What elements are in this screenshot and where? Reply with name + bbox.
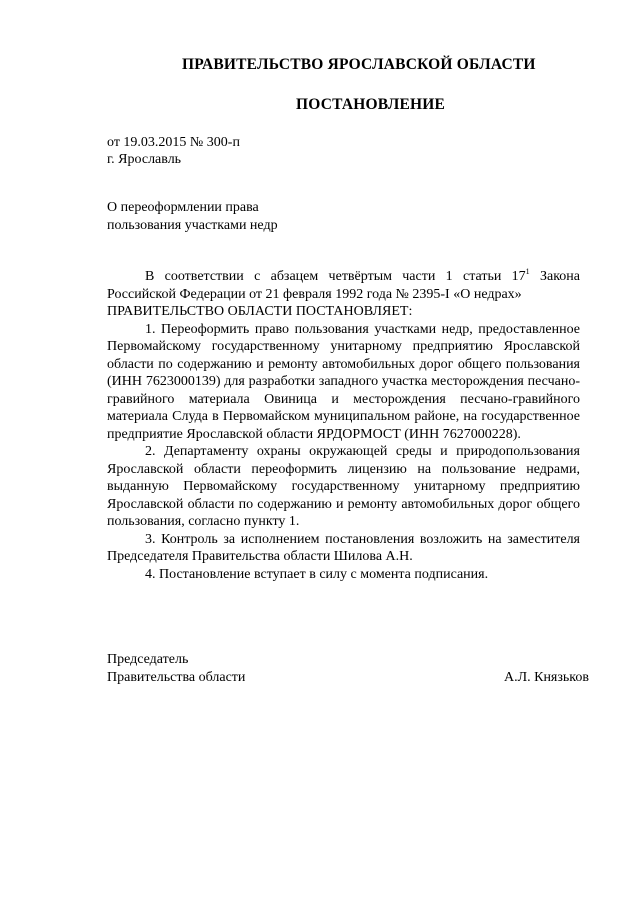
item-1-paragraph: 1. Переоформить право пользования участками недр, предоставленное Первомайскому государственному унитарному предприятию Ярославской области по содержанию и ремонту автомобильных дорог общего пользования (ИНН 7623000139) для разработки западного участка месторождения песчано-гравийного материала Овиница и месторождения песчано-гравийного материала Слуда в Первомайском муниципальном районе, на государственное предприятие Ярославской области ЯРДОРМОСТ (ИНН 7627000228). — [107, 321, 580, 442]
signature-block — [107, 651, 589, 686]
document-subject — [107, 199, 278, 234]
signer-name: А.Л. Князьков — [504, 669, 589, 685]
subject-line-2: пользования участками недр — [107, 217, 278, 233]
government-title: ПРАВИТЕЛЬСТВО ЯРОСЛАВСКОЙ ОБЛАСТИ — [182, 56, 536, 73]
document-type-title: ПОСТАНОВЛЕНИЕ — [296, 96, 446, 113]
signer-title-line-1: Председатель — [107, 652, 189, 667]
item-2-paragraph: 2. Департаменту охраны окружающей среды и природопользования Ярославской области переоформить лицензию на пользование недрами, выданную Первомайскому государственному унитарному предприятию Ярославской области по содержанию и ремонту автомобильных дорог общего пользования, согласно пункту 1. — [107, 444, 580, 529]
preamble-paragraph — [107, 268, 580, 303]
subject-line-1: О переоформлении права — [107, 200, 259, 215]
decree-line: ПРАВИТЕЛЬСТВО ОБЛАСТИ ПОСТАНОВЛЯЕТ: — [107, 304, 413, 319]
document-city: г. Ярославль — [107, 152, 182, 167]
item-4-paragraph: 4. Постановление вступает в силу с момента подписания. — [145, 566, 489, 582]
article-superscript: 1 — [525, 267, 530, 276]
preamble-text-after: Закона Российской Федерации от 21 февраля 1992 года № 2395-I «О недрах» — [107, 269, 580, 302]
preamble-text-before: В соответствии с абзацем четвёртым части 1 статьи 17 — [145, 269, 526, 284]
item-3-paragraph: 3. Контроль за исполнением постановления возложить на заместителя Председателя Правительства области Шилова А.Н. — [107, 531, 580, 564]
document-body — [107, 268, 580, 583]
document-date-number: от 19.03.2015 № 300-п — [107, 135, 240, 150]
signer-title-line-2: Правительства области — [107, 669, 246, 685]
